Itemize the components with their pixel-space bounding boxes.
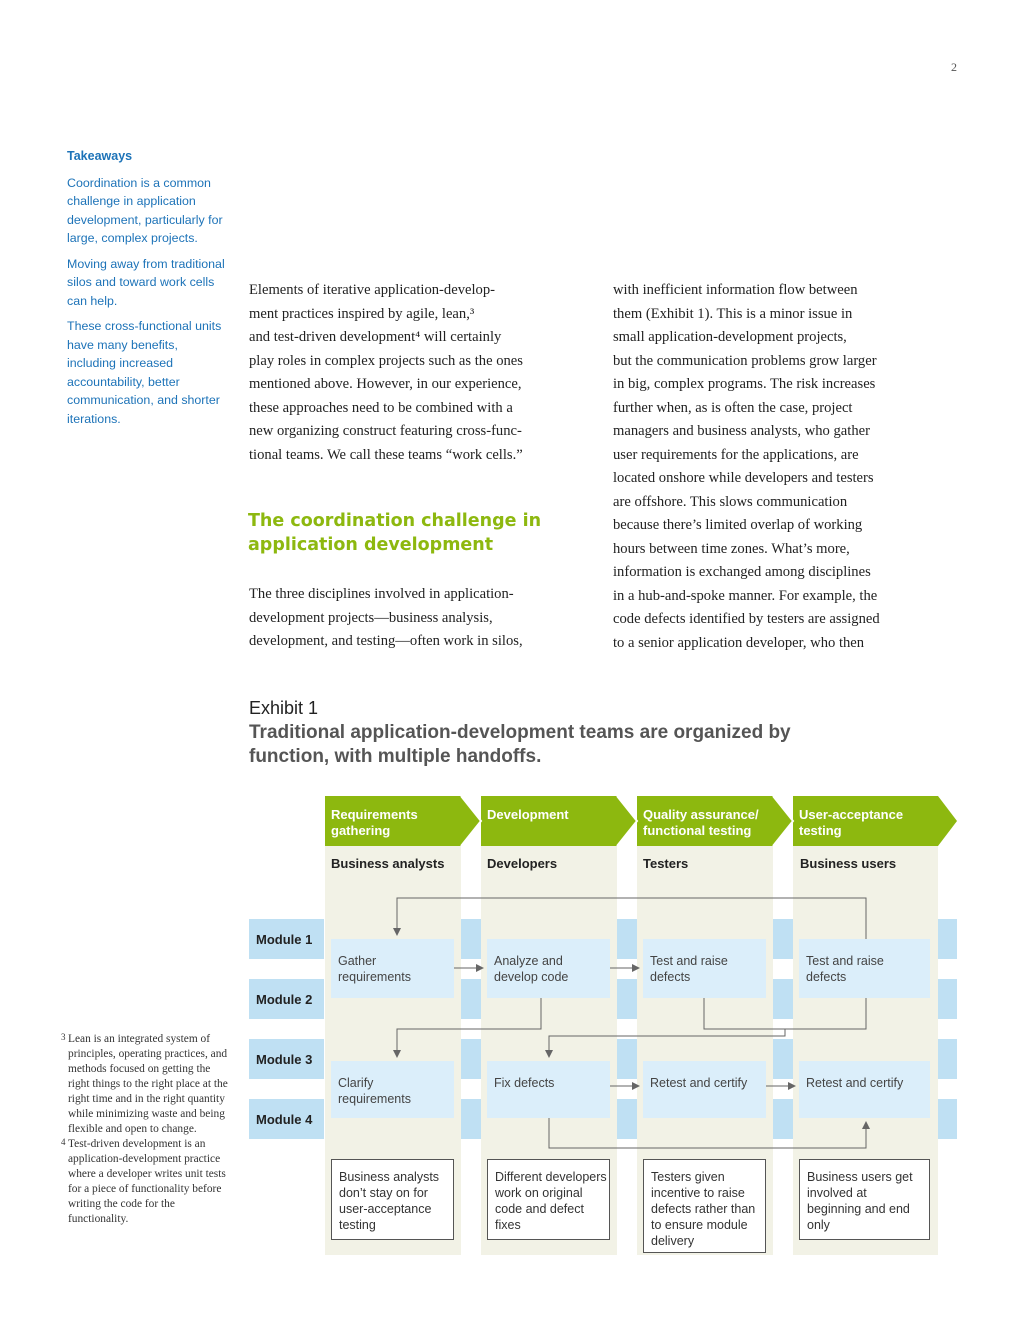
exhibit-title: Traditional application-development teams are organized by function, with multiple handoffs. bbox=[249, 722, 791, 767]
body-line: information is exchanged among disciplines bbox=[613, 564, 871, 580]
note-text: Business analysts don’t stay on for user-acceptance testing bbox=[339, 1170, 440, 1232]
takeaways-title: Takeaways bbox=[67, 149, 133, 163]
body-line: new organizing construct featuring cross-func- bbox=[249, 423, 522, 439]
task-text: Fix defects bbox=[494, 1076, 555, 1090]
stage-label: User-acceptance testing bbox=[799, 807, 904, 838]
body-line: hours between time zones. What’s more, bbox=[613, 540, 850, 557]
body-line: with inefficient information flow between bbox=[613, 282, 858, 298]
body-line: small application-development projects, bbox=[613, 329, 847, 345]
role-label: Testers bbox=[643, 856, 689, 871]
role-label: Developers bbox=[487, 856, 558, 871]
flow-arrow bbox=[549, 1118, 866, 1148]
footnote bbox=[61, 1137, 229, 1227]
role-label: Business users bbox=[800, 856, 897, 871]
body-line: mentioned above. However, in our experience, bbox=[249, 376, 522, 392]
exhibit-label: Exhibit 1 bbox=[249, 698, 319, 718]
flow-arrow bbox=[549, 1029, 785, 1057]
task-text: Gather requirements bbox=[338, 954, 411, 984]
note-text: Different developers work on original code and defect fixes bbox=[495, 1170, 607, 1232]
task-text: Test and raise defects bbox=[806, 954, 884, 984]
flow-arrow bbox=[704, 998, 866, 1029]
task-text: Retest and certify bbox=[806, 1076, 904, 1090]
task-text: Test and raise defects bbox=[650, 954, 728, 984]
flow-arrow bbox=[397, 898, 866, 939]
body-line: located onshore while developers and testers bbox=[613, 470, 874, 486]
takeaway-item: Coordination is a common challenge in application development, particularly for large, complex projects. bbox=[67, 175, 223, 245]
body-line: them (Exhibit 1). This is a minor issue in bbox=[613, 305, 853, 322]
footnote-mark: 3 bbox=[61, 1032, 66, 1042]
body-line: and test-driven development⁴ will certainly bbox=[249, 329, 502, 345]
module-label-text: Module 1 bbox=[256, 932, 313, 947]
body-line: but the communication problems grow larger bbox=[613, 352, 877, 369]
page-number: 2 bbox=[951, 60, 957, 74]
body-line: user requirements for the applications, are bbox=[613, 446, 859, 463]
takeaway-item: These cross-functional units have many benefits, including increased accountability, better communication, and shorter iterations. bbox=[67, 319, 222, 426]
body-line: are offshore. This slows communication bbox=[613, 493, 848, 510]
body-line: in a hub-and-spoke manner. For example, the bbox=[613, 587, 878, 604]
stage-label: Quality assurance/ functional testing bbox=[643, 807, 759, 838]
note-text: Testers given incentive to raise defects rather than to ensure module delivery bbox=[651, 1170, 756, 1248]
task-text: Clarify requirements bbox=[338, 1076, 411, 1106]
task-text: Analyze and develop code bbox=[494, 954, 569, 984]
body-line: Elements of iterative application-develop- bbox=[249, 282, 495, 298]
footnote bbox=[61, 1032, 229, 1137]
body-line: development projects—business analysis, bbox=[249, 609, 493, 626]
body-line: tional teams. We call these teams “work cells.” bbox=[249, 446, 523, 463]
module-label-text: Module 2 bbox=[256, 992, 313, 1007]
footnote-mark: 4 bbox=[61, 1137, 66, 1147]
footnotes bbox=[61, 1032, 229, 1227]
footnote-text: Test-driven development is an application-development practice where a developer writes unit tests for a piece of functionality before writing the code for the functionality. bbox=[68, 1138, 226, 1225]
footnote-text: Lean is an integrated system of principles, operating practices, and methods focused on getting the right things to the right place at the right time and in the right quantity while minimizing waste and being flexible and open to change. bbox=[68, 1033, 228, 1135]
note-text: Business users get involved at beginning and end only bbox=[807, 1170, 913, 1232]
body-line: development, and testing—often work in silos, bbox=[249, 633, 523, 649]
body-line: to a senior application developer, who then bbox=[613, 634, 865, 651]
flow-arrow bbox=[397, 998, 541, 1057]
module-label-text: Module 3 bbox=[256, 1052, 313, 1067]
body-line: The three disciplines involved in application- bbox=[249, 586, 514, 602]
body-line: these approaches need to be combined with a bbox=[249, 399, 513, 416]
stage-label: Requirements gathering bbox=[331, 807, 418, 838]
stage-label: Development bbox=[487, 807, 569, 822]
takeaway-item: Moving away from traditional silos and toward work cells can help. bbox=[67, 256, 225, 308]
body-line: managers and business analysts, who gather bbox=[613, 423, 870, 439]
section-heading: The coordination challenge in application development bbox=[248, 511, 542, 555]
role-label: Business analysts bbox=[331, 856, 445, 871]
task-text: Retest and certify bbox=[650, 1076, 748, 1090]
body-line: code defects identified by testers are assigned bbox=[613, 611, 880, 627]
body-line: ment practices inspired by agile, lean,³ bbox=[249, 305, 475, 322]
body-line: in big, complex programs. The risk increases bbox=[613, 376, 876, 392]
module-label-text: Module 4 bbox=[256, 1112, 313, 1127]
body-line: play roles in complex projects such as the ones bbox=[249, 352, 523, 369]
body-line: further when, as is often the case, project bbox=[613, 399, 853, 416]
body-line: because there’s limited overlap of working bbox=[613, 517, 863, 533]
